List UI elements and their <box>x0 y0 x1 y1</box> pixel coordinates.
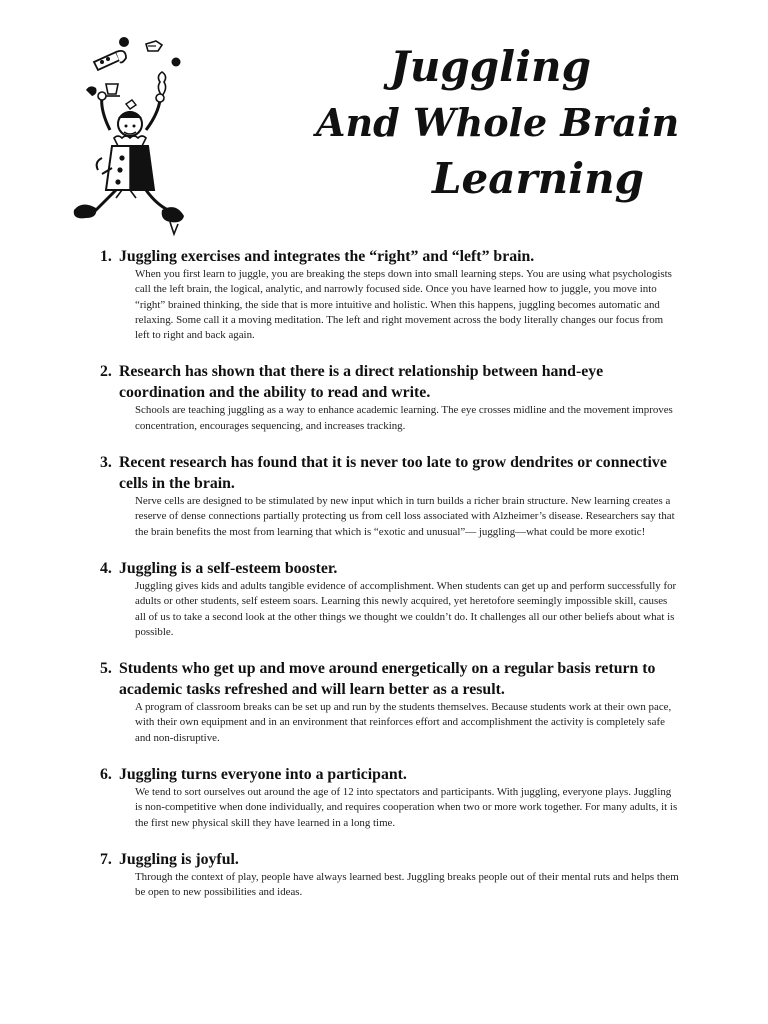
item-heading-text: Juggling is a self-esteem booster. <box>119 559 338 577</box>
item-heading <box>100 361 680 403</box>
item-number: 4. <box>100 559 112 577</box>
item-heading-text: Juggling turns everyone into a participant. <box>119 766 407 784</box>
list-item <box>100 764 680 831</box>
numbered-list <box>100 246 680 919</box>
item-body: We tend to sort ourselves out around the age of 12 into spectators and participants. With juggling, everyone plays. Juggling is non-competitive when done individually, and requires cooperation when two or more work together. For many adults, it is the first new physical skill they have learned in a long time. <box>135 786 678 829</box>
list-item <box>100 658 680 746</box>
item-number: 7. <box>100 850 112 868</box>
list-item <box>100 246 680 343</box>
title-line-3: Learning <box>432 154 644 203</box>
item-number: 1. <box>100 248 112 265</box>
item-number: 6. <box>100 766 112 784</box>
item-heading <box>100 764 680 785</box>
item-heading <box>100 452 680 494</box>
item-body: A program of classroom breaks can be set up and run by the students themselves. Because students work at their own pace, with their own equipment and in an environment that reinforces effort and accomplishment the activity is completely safe and non-disruptive. <box>135 701 672 744</box>
item-number: 5. <box>100 660 112 678</box>
list-item <box>100 452 680 540</box>
item-heading-text: Recent research has found that it is never too late to grow dendrites or connective cells in the brain. <box>119 454 667 493</box>
item-heading <box>100 558 680 579</box>
item-heading-text: Research has shown that there is a direct relationship between hand-eye coordination and the ability to read and write. <box>119 363 604 402</box>
item-body: Juggling gives kids and adults tangible evidence of accomplishment. When students can get up and perform successfully for adults or other students, self esteem soars. Learning this newly acquired, yet heretofore seemingly impossible skill, causes all of us to take a second look at the other things we thought we couldn’t do. It challenges all our other beliefs about what is possible. <box>135 579 677 638</box>
item-body: When you first learn to juggle, you are breaking the steps down into small learning steps. You are using what psychologists call the left brain, the logical, analytic, and narrowly focused side. Once you have learned how to juggle, you move into “right” brained thinking, the side that is more intuitive and holistic. When this happens, juggling becomes automatic and relaxing. Some call it a moving meditation. The left and right movement across the body literally changes our focus from left to right and back again. <box>135 268 672 342</box>
list-item <box>100 849 680 901</box>
title-line-1: Juggling <box>390 42 591 91</box>
item-heading-text: Juggling exercises and integrates the “right” and “left” brain. <box>119 248 535 265</box>
item-number: 3. <box>100 454 112 472</box>
list-item <box>100 361 680 434</box>
juggling-clown-icon <box>66 34 190 238</box>
item-heading <box>100 849 680 870</box>
item-body: Through the context of play, people have always learned best. Juggling breaks people out of their mental ruts and helps them be open to new possibilities and ideas. <box>135 870 679 899</box>
title-line-2: And Whole Brain <box>316 100 680 145</box>
item-body: Nerve cells are designed to be stimulated by new input which in turn builds a richer brain structure. New learning creates a reserve of dense connections partially protecting us from cell loss associated with Alzheimer’s disease. Researchers say that the brain benefits the most from learning that which is “exotic and unusual”— juggling—what could be more exotic! <box>135 495 675 538</box>
item-number: 2. <box>100 363 112 381</box>
item-body: Schools are teaching juggling as a way to enhance academic learning. The eye crosses midline and the movement improves concentration, encourages sequencing, and increases tracking. <box>135 404 673 432</box>
item-heading <box>100 658 680 700</box>
item-heading <box>100 246 680 267</box>
item-heading-text: Students who get up and move around energetically on a regular basis return to academic tasks refreshed and will learn better as a result. <box>119 660 656 699</box>
item-heading-text: Juggling is joyful. <box>119 850 239 868</box>
list-item <box>100 558 680 640</box>
